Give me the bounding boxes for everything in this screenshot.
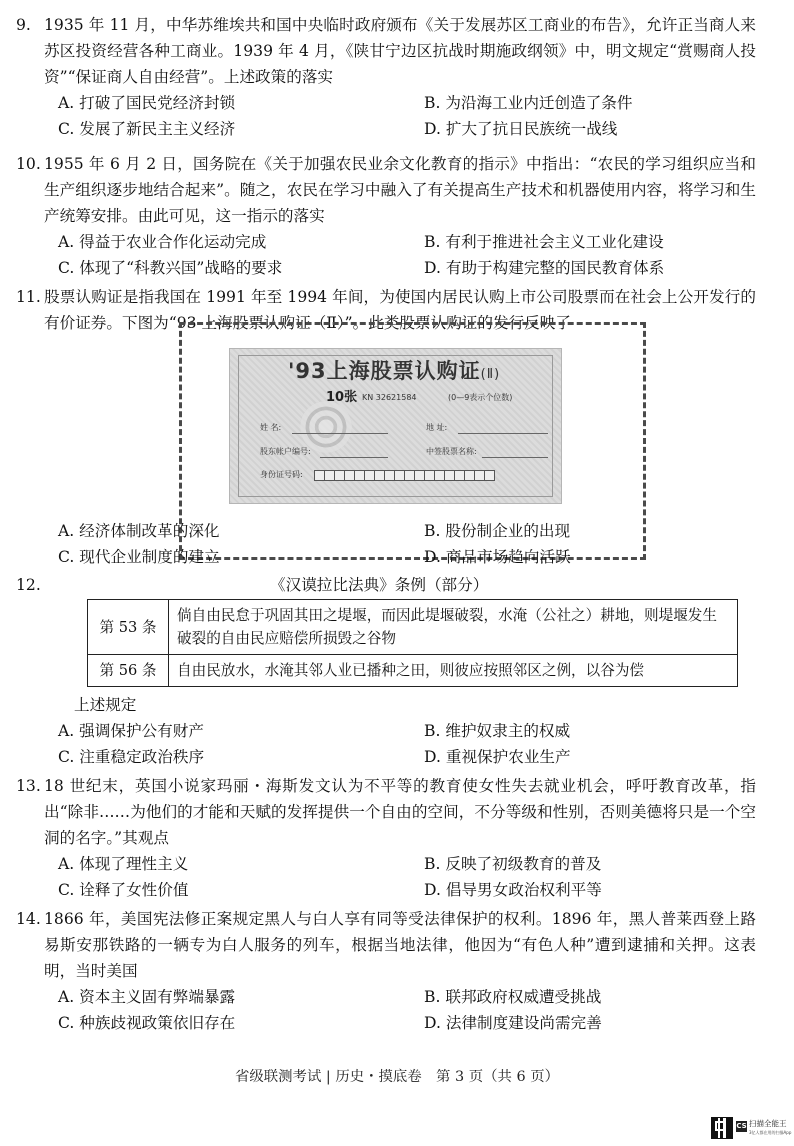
article-text: 倘自由民怠于巩固其田之堤堰，而因此堤堰破裂，水淹（公社之）耕地，则堤堰发生破裂的自由民应赔偿所损毁之谷物 bbox=[169, 600, 738, 655]
options bbox=[16, 718, 756, 770]
question-text: 18 世纪末，英国小说家玛丽・海斯发文认为不平等的教育使女性失去就业机会，呼吁教育改革，指出“除非……为他们的才能和天赋的发挥提供一个自由的空间，不分等级和性别，否则美德将只是一个空洞的名字。”其观点 bbox=[44, 777, 756, 847]
question-text: 1935 年 11 月，中华苏维埃共和国中央临时政府颁布《关于发展苏区工商业的布告》，允许正当商人来苏区投资经营各种工商业。1939 年 4 月，《陕甘宁边区抗战时期施政纲领》中，明文规定“赏赐商人投资”“保证商人自由经营”。上述政策的落实 bbox=[44, 16, 756, 86]
question-stem bbox=[16, 906, 756, 984]
certificate-note: (0—9表示个位数) bbox=[448, 393, 513, 402]
scanner-tagline: 3亿人都在用的扫描App bbox=[749, 1130, 792, 1135]
account-label: 股东帐户编号: bbox=[260, 447, 311, 456]
name-label: 姓 名: bbox=[260, 423, 282, 432]
question-number: 9. bbox=[16, 16, 31, 34]
option-a: A. 打破了国民党经济封锁 bbox=[58, 94, 236, 112]
id-number-boxes bbox=[314, 470, 494, 480]
options bbox=[16, 984, 756, 1036]
option-d: D. 扩大了抗日民族统一战线 bbox=[424, 120, 618, 138]
certificate-count: 10张 bbox=[326, 390, 358, 405]
option-c: C. 体现了“科教兴国”战略的要求 bbox=[58, 259, 283, 277]
question-9 bbox=[16, 12, 756, 142]
certificate-title-text: '93上海股票认购证 bbox=[288, 359, 481, 383]
page-footer: 省级联测考试 | 历史・摸底卷 第 3 页（共 6 页） bbox=[234, 1069, 560, 1085]
question-stem bbox=[16, 151, 756, 229]
question-text: 上述规定 bbox=[74, 696, 137, 714]
option-b: B. 维护奴隶主的权威 bbox=[424, 722, 571, 740]
option-c: C. 诠释了女性价值 bbox=[58, 881, 189, 899]
stock-subscription-certificate bbox=[229, 348, 562, 504]
question-number: 10. bbox=[16, 155, 41, 173]
option-b: B. 为沿海工业内迁创造了条件 bbox=[424, 94, 633, 112]
question-stem bbox=[16, 12, 756, 90]
question-13 bbox=[16, 773, 756, 903]
option-b: B. 联邦政府权威遭受挑战 bbox=[424, 988, 602, 1006]
qr-code-icon bbox=[711, 1117, 733, 1139]
question-12-body bbox=[16, 692, 756, 770]
option-d: D. 有助于构建完整的国民教育体系 bbox=[424, 259, 665, 277]
options bbox=[16, 518, 756, 570]
agency-label: 中签股票名称: bbox=[426, 447, 477, 456]
question-text: 股票认购证是指我国在 1991 年至 1994 年间，为使国内居民认购上市公司股票而在社会上公开发行的有价证券。下图为“93 上海股票认购证（Ⅱ）”。此类股票认购证的发行反映了 bbox=[44, 288, 756, 332]
agency-line bbox=[482, 457, 548, 458]
question-number: 13. bbox=[16, 777, 41, 795]
question-10 bbox=[16, 151, 756, 281]
question-text: 1866 年，美国宪法修正案规定黑人与白人享有同等受法律保护的权利。1896 年，黑人普莱西登上路易斯安那铁路的一辆专为白人服务的列车，根据当地法律，他因为“有色人种”遭到逮捕和关押。这表明，当时美国 bbox=[44, 910, 756, 980]
option-c: C. 发展了新民主主义经济 bbox=[58, 120, 236, 138]
question-number: 11. bbox=[16, 288, 41, 306]
option-c: C. 种族歧视政策依旧存在 bbox=[58, 1014, 236, 1032]
options bbox=[16, 229, 756, 281]
option-b: B. 股份制企业的出现 bbox=[424, 522, 571, 540]
options bbox=[16, 851, 756, 903]
question-stem bbox=[16, 773, 756, 851]
option-d: D. 法律制度建设尚需完善 bbox=[424, 1014, 602, 1032]
option-d: D. 商品市场趋向活跃 bbox=[424, 548, 571, 566]
table-caption: 《汉谟拉比法典》条例（部分） bbox=[270, 576, 489, 594]
article-text: 自由民放水，水淹其邻人业已播种之田，则彼应按照邻区之例，以谷为偿 bbox=[169, 655, 738, 687]
option-d: D. 倡导男女政治权利平等 bbox=[424, 881, 602, 899]
option-c: C. 现代企业制度的建立 bbox=[58, 548, 220, 566]
name-line bbox=[292, 433, 388, 434]
table-row bbox=[88, 655, 738, 687]
option-c: C. 注重稳定政治秩序 bbox=[58, 748, 205, 766]
table-row bbox=[88, 600, 738, 655]
question-text: 1955 年 6 月 2 日，国务院在《关于加强农民业余文化教育的指示》中指出：“农民的学习组织应当和生产组织逐步地结合起来”。随之，农民在学习中融入了有关提高生产技术和机器使用内容，将学习和生产统筹安排。由此可见，这一指示的落实 bbox=[44, 155, 756, 225]
certificate-serial: KN 32621584 bbox=[362, 393, 417, 402]
option-a: A. 经济体制改革的深化 bbox=[58, 522, 220, 540]
question-number: 14. bbox=[16, 910, 41, 928]
address-label: 地 址: bbox=[426, 423, 448, 432]
option-a: A. 强调保护公有财产 bbox=[58, 722, 204, 740]
law-table bbox=[87, 599, 738, 687]
article-number: 第 53 条 bbox=[88, 600, 169, 655]
option-b: B. 有利于推进社会主义工业化建设 bbox=[424, 233, 664, 251]
certificate-title bbox=[288, 359, 500, 387]
id-label: 身份证号码: bbox=[260, 470, 303, 479]
address-line bbox=[458, 433, 548, 434]
article-number: 第 56 条 bbox=[88, 655, 169, 687]
guilloche-rosette bbox=[300, 401, 352, 453]
question-number: 12. bbox=[16, 576, 41, 594]
certificate-title-suffix: (Ⅱ) bbox=[480, 367, 501, 382]
option-a: A. 资本主义固有弊端暴露 bbox=[58, 988, 236, 1006]
question-14 bbox=[16, 906, 756, 1036]
option-a: A. 体现了理性主义 bbox=[58, 855, 189, 873]
question-11-options bbox=[16, 518, 756, 570]
option-a: A. 得益于农业合作化运动完成 bbox=[58, 233, 267, 251]
options bbox=[16, 90, 756, 142]
scanner-watermark: 扫描全能王 bbox=[749, 1119, 787, 1128]
option-d: D. 重视保护农业生产 bbox=[424, 748, 571, 766]
option-b: B. 反映了初级教育的普及 bbox=[424, 855, 602, 873]
scanner-logo-icon: CS bbox=[736, 1122, 747, 1130]
account-line bbox=[320, 457, 388, 458]
